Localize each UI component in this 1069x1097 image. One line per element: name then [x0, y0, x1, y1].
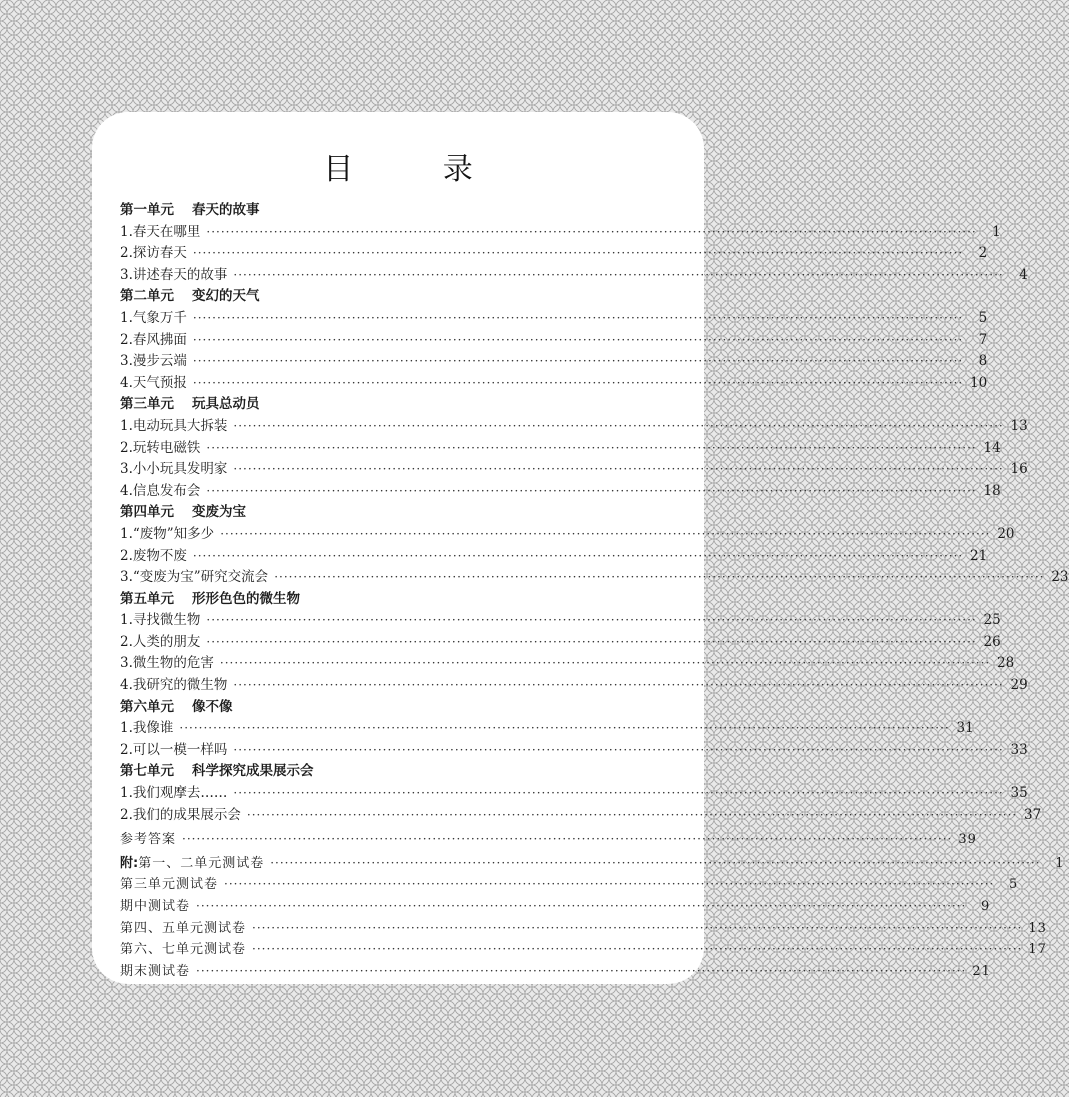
- leader-dots: ································································································································································: [192, 332, 964, 347]
- lesson-entry[interactable]: [120, 222, 1001, 244]
- appendix-entry[interactable]: [120, 918, 1047, 940]
- entry-page: 9: [981, 899, 991, 914]
- entry-label: 3.讲述春天的故事: [120, 266, 228, 283]
- leader-dots: ································································································································································: [252, 942, 1023, 957]
- leader-dots: ································································································································································: [219, 656, 991, 671]
- unit-heading: [120, 394, 684, 416]
- toc-panel: [92, 112, 1069, 984]
- entry-label: 第三单元测试卷: [120, 877, 219, 893]
- unit-title: 春天的故事: [192, 202, 260, 218]
- entry-page: 29: [1010, 677, 1028, 694]
- appendix-entry[interactable]: [120, 961, 991, 983]
- appendix-entry[interactable]: [120, 896, 991, 918]
- entry-label: 4.信息发布会: [120, 482, 201, 499]
- lesson-entry[interactable]: [120, 351, 988, 373]
- entry-page: 13: [1028, 920, 1047, 936]
- leader-dots: ································································································································································: [192, 310, 964, 325]
- entry-label: 3.“变废为宝”研究交流会: [120, 569, 269, 586]
- entry-label: 2.春风拂面: [120, 331, 187, 348]
- entry-page: 33: [1010, 741, 1028, 758]
- entry-label: 2.废物不废: [120, 547, 187, 564]
- lesson-entry[interactable]: [120, 243, 988, 265]
- entry-label: 2.可以一模一样吗: [120, 741, 228, 758]
- entry-page: 20: [997, 525, 1015, 542]
- answers-label: 参考答案: [120, 832, 177, 848]
- entry-page: 18: [983, 482, 1001, 499]
- leader-dots: ································································································································································: [233, 267, 1004, 282]
- entry-page: 35: [1010, 785, 1028, 802]
- entry-label: 1.“废物”知多少: [120, 525, 215, 542]
- table-of-contents: [120, 200, 1069, 982]
- unit-title: 玩具总动员: [192, 396, 260, 413]
- entry-page: 17: [1028, 942, 1047, 958]
- leader-dots: ································································································································································: [206, 440, 977, 455]
- entry-page: 23: [1051, 569, 1069, 586]
- leader-dots: ································································································································································: [196, 963, 967, 978]
- entry-page: 5: [978, 309, 988, 326]
- entry-label: 2.我们的成果展示会: [120, 806, 241, 823]
- unit-number: 第三单元: [120, 396, 174, 413]
- entry-page: 37: [1024, 806, 1042, 823]
- entry-page: 16: [1010, 461, 1028, 478]
- entry-label: 1.电动玩具大拆装: [120, 417, 228, 434]
- lesson-entry[interactable]: [120, 438, 1001, 460]
- entry-page: 2: [978, 245, 988, 262]
- unit-title: 变废为宝: [192, 504, 246, 521]
- entry-page: 4: [1019, 266, 1028, 283]
- entry-page: 1: [1055, 855, 1065, 871]
- entry-page: 21: [970, 547, 988, 564]
- leader-dots: ································································································································································: [274, 570, 1045, 585]
- entry-label: 1.春天在哪里: [120, 223, 201, 240]
- lesson-entry[interactable]: [120, 265, 1028, 287]
- leader-dots: ································································································································································: [233, 786, 1004, 801]
- entry-label: 第一、二单元测试卷: [138, 855, 265, 871]
- entry-label: 1.气象万千: [120, 309, 187, 326]
- unit-title: 科学探究成果展示会: [192, 763, 314, 780]
- leader-dots: ································································································································································: [233, 462, 1004, 477]
- entry-label: 期末测试卷: [120, 963, 191, 979]
- leader-dots: ································································································································································: [246, 807, 1018, 822]
- unit-heading: [120, 761, 684, 783]
- entry-page: 14: [983, 439, 1001, 456]
- leader-dots: ································································································································································: [220, 526, 991, 541]
- leader-dots: ································································································································································: [192, 354, 964, 369]
- entry-label: 4.天气预报: [120, 374, 187, 391]
- entry-page: 21: [972, 963, 991, 979]
- entry-page: 5: [1009, 877, 1019, 893]
- lesson-entry[interactable]: [120, 653, 1015, 675]
- leader-dots: ································································································································································: [192, 246, 964, 261]
- leader-dots: ································································································································································: [192, 548, 964, 563]
- leader-dots: ································································································································································: [179, 721, 950, 736]
- entry-label: 第六、七单元测试卷: [120, 942, 247, 958]
- leader-dots: ································································································································································: [252, 920, 1023, 935]
- entry-label: 1.寻找微生物: [120, 612, 201, 629]
- page-title: 目 录: [323, 152, 513, 187]
- lesson-entry[interactable]: [120, 632, 1001, 654]
- entry-label: 期中测试卷: [120, 899, 191, 914]
- unit-number: 第二单元: [120, 288, 174, 305]
- entry-page: 28: [997, 655, 1015, 672]
- entry-label: 2.探访春天: [120, 245, 187, 262]
- lesson-entry[interactable]: [120, 373, 988, 395]
- lesson-entry[interactable]: [120, 524, 1015, 546]
- leader-dots: ································································································································································: [270, 855, 1041, 870]
- appendix-entry[interactable]: [120, 853, 1065, 875]
- unit-heading: [120, 589, 684, 611]
- unit-number: 第六单元: [120, 698, 174, 715]
- leader-dots: ································································································································································: [206, 613, 977, 628]
- unit-heading: [120, 200, 684, 222]
- lesson-entry[interactable]: [120, 675, 1028, 697]
- lesson-entry[interactable]: [120, 740, 1028, 762]
- unit-heading: [120, 697, 684, 719]
- unit-number: 第四单元: [120, 504, 174, 521]
- entry-label: 2.玩转电磁铁: [120, 439, 201, 456]
- leader-dots: ································································································································································: [233, 418, 1004, 433]
- unit-number: 第七单元: [120, 763, 174, 780]
- lesson-entry[interactable]: [120, 330, 988, 352]
- entry-label: 1.我们观摩去……: [120, 785, 228, 802]
- answers-page: 39: [958, 832, 977, 848]
- leader-dots: ································································································································································: [196, 899, 967, 913]
- unit-heading: [120, 502, 684, 524]
- appendix-prefix: 附:: [120, 855, 139, 871]
- entry-page: 31: [956, 720, 974, 737]
- leader-dots: ································································································································································: [224, 877, 995, 892]
- appendix-list: [120, 853, 1065, 983]
- unit-heading: [120, 286, 684, 308]
- entry-page: 25: [983, 612, 1001, 629]
- entry-label: 3.漫步云端: [120, 353, 187, 370]
- leader-dots: ································································································································································: [233, 678, 1004, 693]
- unit-title: 变幻的天气: [192, 288, 260, 305]
- lesson-entry[interactable]: [120, 567, 1069, 589]
- leader-dots: ································································································································································: [233, 742, 1004, 757]
- answers-row[interactable]: [120, 829, 977, 851]
- lesson-entry[interactable]: [120, 610, 1001, 632]
- lesson-entry[interactable]: [120, 805, 1042, 827]
- unit-number: 第五单元: [120, 590, 174, 607]
- unit-number: 第一单元: [120, 202, 174, 218]
- lesson-entry[interactable]: [120, 718, 974, 740]
- entry-label: 3.微生物的危害: [120, 655, 214, 672]
- entry-page: 7: [978, 331, 988, 348]
- unit-title: 像不像: [192, 698, 233, 715]
- leader-dots: ································································································································································: [192, 375, 964, 390]
- units-list: [120, 200, 1069, 826]
- entry-label: 第四、五单元测试卷: [120, 920, 247, 936]
- entry-page: 13: [1010, 417, 1028, 434]
- lesson-entry[interactable]: [120, 416, 1028, 438]
- leader-dots: ································································································································································: [206, 483, 977, 498]
- leader-dots: ································································································································································: [206, 224, 977, 239]
- entry-page: 10: [970, 374, 988, 391]
- appendix-entry[interactable]: [120, 874, 1019, 896]
- unit-title: 形形色色的微生物: [192, 590, 300, 607]
- entry-page: 8: [978, 353, 988, 370]
- lesson-entry[interactable]: [120, 459, 1028, 481]
- entry-page: 1: [992, 223, 1001, 240]
- lesson-entry[interactable]: [120, 481, 1001, 503]
- appendix-entry[interactable]: [120, 939, 1047, 961]
- leader-dots: ································································································································································: [206, 634, 977, 649]
- lesson-entry[interactable]: [120, 546, 988, 568]
- leader-dots: ································································································································································: [182, 832, 953, 847]
- entry-page: 26: [983, 633, 1001, 650]
- lesson-entry[interactable]: [120, 308, 988, 330]
- entry-label: 2.人类的朋友: [120, 633, 201, 650]
- lesson-entry[interactable]: [120, 783, 1028, 805]
- entry-label: 3.小小玩具发明家: [120, 461, 228, 478]
- entry-label: 1.我像谁: [120, 720, 174, 737]
- entry-label: 4.我研究的微生物: [120, 677, 228, 694]
